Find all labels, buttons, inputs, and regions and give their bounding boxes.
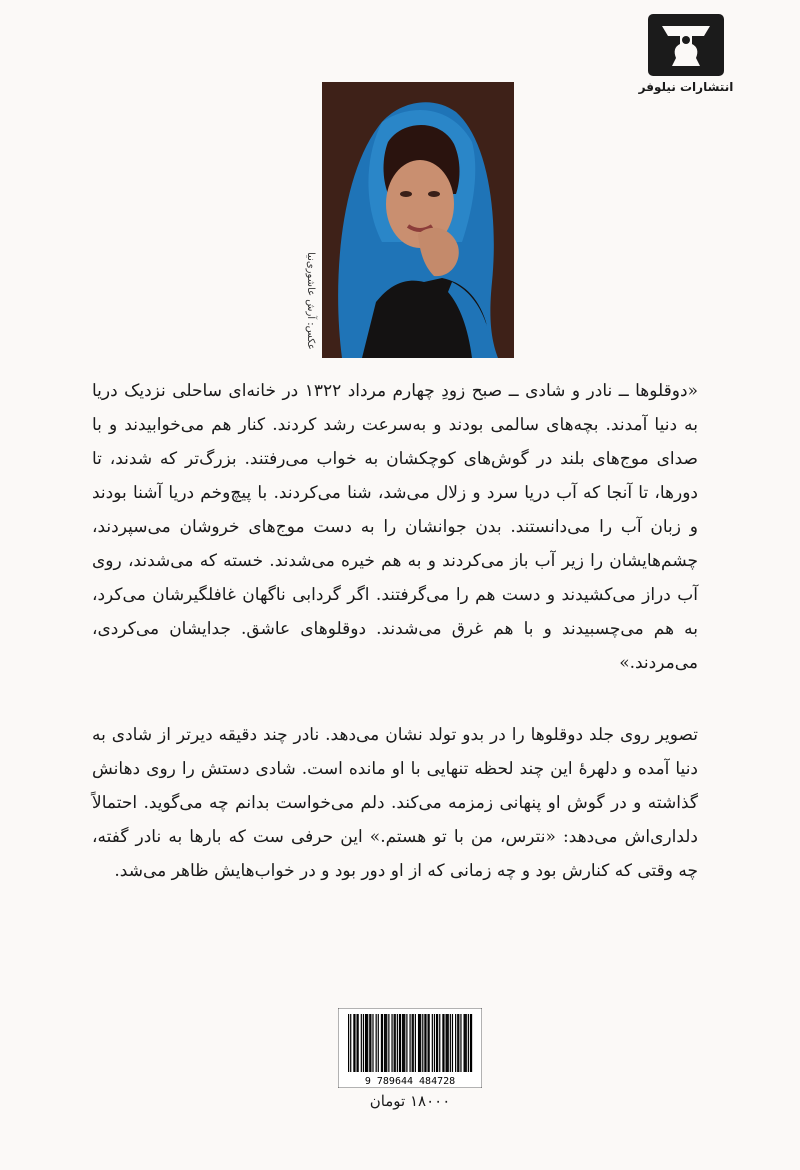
barcode-bar (381, 1014, 382, 1072)
barcode-bar (354, 1014, 355, 1072)
barcode-number: 9 789644 484728 (364, 1076, 456, 1087)
author-photo (322, 82, 514, 358)
barcode-bar (443, 1014, 444, 1072)
barcode-bar (395, 1014, 396, 1072)
barcode-bar (457, 1014, 458, 1072)
barcode-bar (424, 1014, 425, 1072)
barcode-bar (365, 1014, 366, 1072)
barcode-bar (370, 1014, 371, 1072)
barcode-bar (372, 1014, 373, 1072)
barcode-bar (447, 1014, 448, 1072)
barcode-bar (458, 1014, 459, 1072)
barcode-bar (419, 1014, 420, 1072)
barcode-bar (403, 1014, 404, 1072)
barcode-bar (450, 1014, 451, 1072)
barcode-bar (471, 1014, 472, 1072)
barcode-bar (376, 1014, 377, 1072)
barcode-bar (448, 1014, 449, 1072)
barcode-bar (348, 1014, 349, 1072)
barcode-bar (415, 1014, 416, 1072)
barcode-bar (468, 1014, 469, 1072)
barcode-bar (382, 1014, 383, 1072)
barcode-bar (385, 1014, 386, 1072)
barcode-bar (399, 1014, 400, 1072)
barcode-bar (466, 1014, 467, 1072)
barcode-bar (422, 1014, 423, 1072)
photo-credit: عکس: آرش عاشوری‌نیا (305, 252, 316, 350)
barcode-bar (366, 1014, 367, 1072)
barcode-bar (413, 1014, 414, 1072)
barcode-bar (452, 1014, 453, 1072)
publisher-logo-icon (648, 14, 724, 76)
barcode-bar (404, 1014, 405, 1072)
barcode-bar (369, 1014, 370, 1072)
barcode-bar (363, 1014, 364, 1072)
barcode-bar (397, 1014, 398, 1072)
barcode-bar (455, 1014, 456, 1072)
barcode-bar (420, 1014, 421, 1072)
barcode-bar (384, 1014, 385, 1072)
barcode-bar (402, 1014, 403, 1072)
blurb-paragraph-1: «دوقلوها ــ نادر و شادی ــ صبح زودِ چهارم مرداد ۱۳۲۲ در خانه‌ای ساحلی نزدیک دریا به دنیا آمدند. بچه‌های سالمی بودند و به‌سرعت رشد کردند. کنار هم می‌خوابیدند و با صدای موج‌های بلند در گوش‌های کوچکشان به خواب می‌رفتند. بزرگ‌تر که شدند، تا دورها، تا آنجا که آب دریا سرد و زلال می‌شد، شنا می‌کردند. با پیچ‌وخم دریا آشنا بودند و زبان آب را می‌دانستند. بدن جوانشان را به دست موج‌های خروشان می‌سپردند، چشم‌هایشان را زیر آب باز می‌کردند و به هم خیره می‌شدند. خسته که می‌شدند، روی آب دراز می‌کشیدند و دست هم را می‌گرفتند. اگر گردابی ناگهان غافلگیرشان می‌کرد، به هم می‌چسبیدند و با هم غرق می‌شدند. دوقلوهای عاشق. جدایشان می‌کردی، می‌مردند.» (92, 381, 698, 673)
publisher-logo (638, 14, 734, 106)
barcode-bar (350, 1014, 351, 1072)
barcode-bar (429, 1014, 430, 1072)
barcode-bar (358, 1014, 359, 1072)
barcode-bar (470, 1014, 471, 1072)
barcode-bar (378, 1014, 379, 1072)
barcode-bar (391, 1014, 392, 1072)
barcode-bar (427, 1014, 428, 1072)
barcode-bar (460, 1014, 461, 1072)
barcode-bar (464, 1014, 465, 1072)
barcode-bar (353, 1014, 354, 1072)
barcode-bar (367, 1014, 368, 1072)
blurb-paragraph-2: تصویر روی جلد دوقلوها را در بدو تولد نشان می‌دهد. نادر چند دقیقه دیرتر از شادی به دنیا آمده و دلهرهٔ این چند لحظه تنهایی با او مانده است. شادی دستش را روی دهانش گذاشته و در گوش او پنهانی زمزمه می‌کند. دلم می‌خواست بدانم چه می‌گوید. احتمالاً دلداری‌اش می‌دهد: «نترس، من با تو هستم.» این حرفی ست که بارها به نادر گفته، چه وقتی که کنارش بود و چه زمانی که از او دور بود و در خواب‌هایش ظاهر می‌شد. (92, 725, 698, 881)
barcode-bar (418, 1014, 419, 1072)
barcode-bar (436, 1014, 437, 1072)
barcode-bar (434, 1014, 435, 1072)
barcode-bar (409, 1014, 410, 1072)
barcode-bar (361, 1014, 362, 1072)
barcode-bar (437, 1014, 438, 1072)
barcode-bar (356, 1014, 357, 1072)
barcode-bar (394, 1014, 395, 1072)
barcode-bar (432, 1014, 433, 1072)
barcode-bar (439, 1014, 440, 1072)
barcode-bar (386, 1014, 387, 1072)
price-label: ۱۸۰۰۰ تومان (369, 1092, 451, 1110)
barcode-bar (465, 1014, 466, 1072)
publisher-name: انتشارات نیلوفر (638, 80, 734, 94)
barcode-bar (442, 1014, 443, 1072)
isbn-barcode (338, 1008, 482, 1088)
barcode-bar (412, 1014, 413, 1072)
barcode-bar (400, 1014, 401, 1072)
barcode-bar (388, 1014, 389, 1072)
barcode-bar (406, 1014, 407, 1072)
barcode-bar (425, 1014, 426, 1072)
barcode-bar (446, 1014, 447, 1072)
